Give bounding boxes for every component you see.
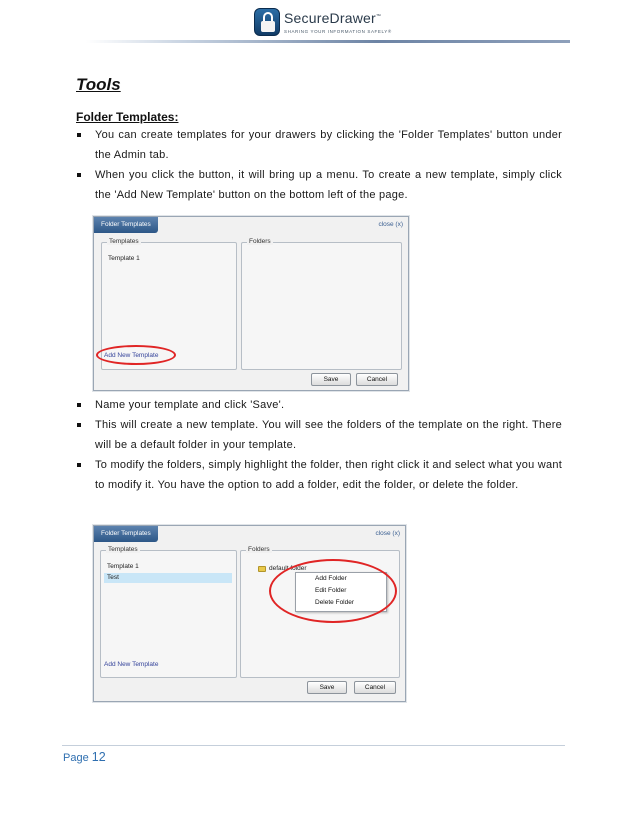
bullet-list-1 xyxy=(76,125,562,205)
header-divider xyxy=(86,40,570,43)
section-title: Tools xyxy=(76,75,121,94)
bullet-list-2 xyxy=(76,395,562,495)
selected-row-highlight xyxy=(104,573,232,583)
folder-templates-dialog-1 xyxy=(93,216,409,391)
dialog-title: Folder Templates xyxy=(94,526,158,542)
bullet-item: To modify the folders, simply highlight the folder, then right click it and select what you want to modify it. You have the option to add a folder, edit the folder, or delete the folder. xyxy=(76,455,562,495)
menu-delete-folder[interactable]: Delete Folder xyxy=(315,599,355,606)
folder-icon xyxy=(258,566,266,572)
footer-divider xyxy=(62,745,565,746)
save-button[interactable]: Save xyxy=(307,681,347,694)
bullet-item: This will create a new template. You will see the folders of the template on the right. There will be a default folder in your template. xyxy=(76,415,562,455)
bullet-item: When you click the button, it will bring up a menu. To create a new template, simply click the 'Add New Template' button on the bottom left of the page. xyxy=(76,165,562,205)
square-bullet-icon xyxy=(77,133,81,137)
default-folder-item[interactable]: default folder xyxy=(269,565,307,572)
menu-add-folder[interactable]: Add Folder xyxy=(315,575,347,582)
highlight-oval xyxy=(96,345,176,365)
lock-icon xyxy=(254,8,280,36)
bullet-item: You can create templates for your drawers by clicking the 'Folder Templates' button under the Admin tab. xyxy=(76,125,562,165)
cancel-button[interactable]: Cancel xyxy=(354,681,396,694)
close-button[interactable]: close (x) xyxy=(375,530,400,537)
template-item-selected[interactable]: Test xyxy=(107,574,119,581)
square-bullet-icon xyxy=(77,423,81,427)
add-new-template-link[interactable]: Add New Template xyxy=(104,352,159,359)
templates-label: Templates xyxy=(109,238,139,245)
save-button[interactable]: Save xyxy=(311,373,351,386)
logo-name: SecureDrawer™ xyxy=(284,10,382,26)
cancel-button[interactable]: Cancel xyxy=(356,373,398,386)
page-number: Page 12 xyxy=(63,750,106,764)
securedrawer-logo xyxy=(254,8,392,38)
highlight-oval xyxy=(269,559,397,623)
folder-templates-dialog-2 xyxy=(93,525,406,702)
add-new-template-link[interactable]: Add New Template xyxy=(104,661,159,668)
template-item[interactable]: Template 1 xyxy=(108,255,140,262)
square-bullet-icon xyxy=(77,173,81,177)
square-bullet-icon xyxy=(77,403,81,407)
subsection-title: Folder Templates: xyxy=(76,110,179,124)
template-item[interactable]: Template 1 xyxy=(107,563,139,570)
dialog-title: Folder Templates xyxy=(94,217,158,233)
logo-tagline: SHARING YOUR INFORMATION SAFELY® xyxy=(284,29,392,34)
menu-edit-folder[interactable]: Edit Folder xyxy=(315,587,347,594)
templates-panel xyxy=(100,546,237,678)
close-button[interactable]: close (x) xyxy=(378,221,403,228)
folders-label: Folders xyxy=(249,238,271,245)
templates-label: Templates xyxy=(108,546,138,553)
folders-label: Folders xyxy=(248,546,270,553)
square-bullet-icon xyxy=(77,463,81,467)
bullet-item: Name your template and click 'Save'. xyxy=(76,395,562,415)
folders-panel xyxy=(241,238,402,370)
